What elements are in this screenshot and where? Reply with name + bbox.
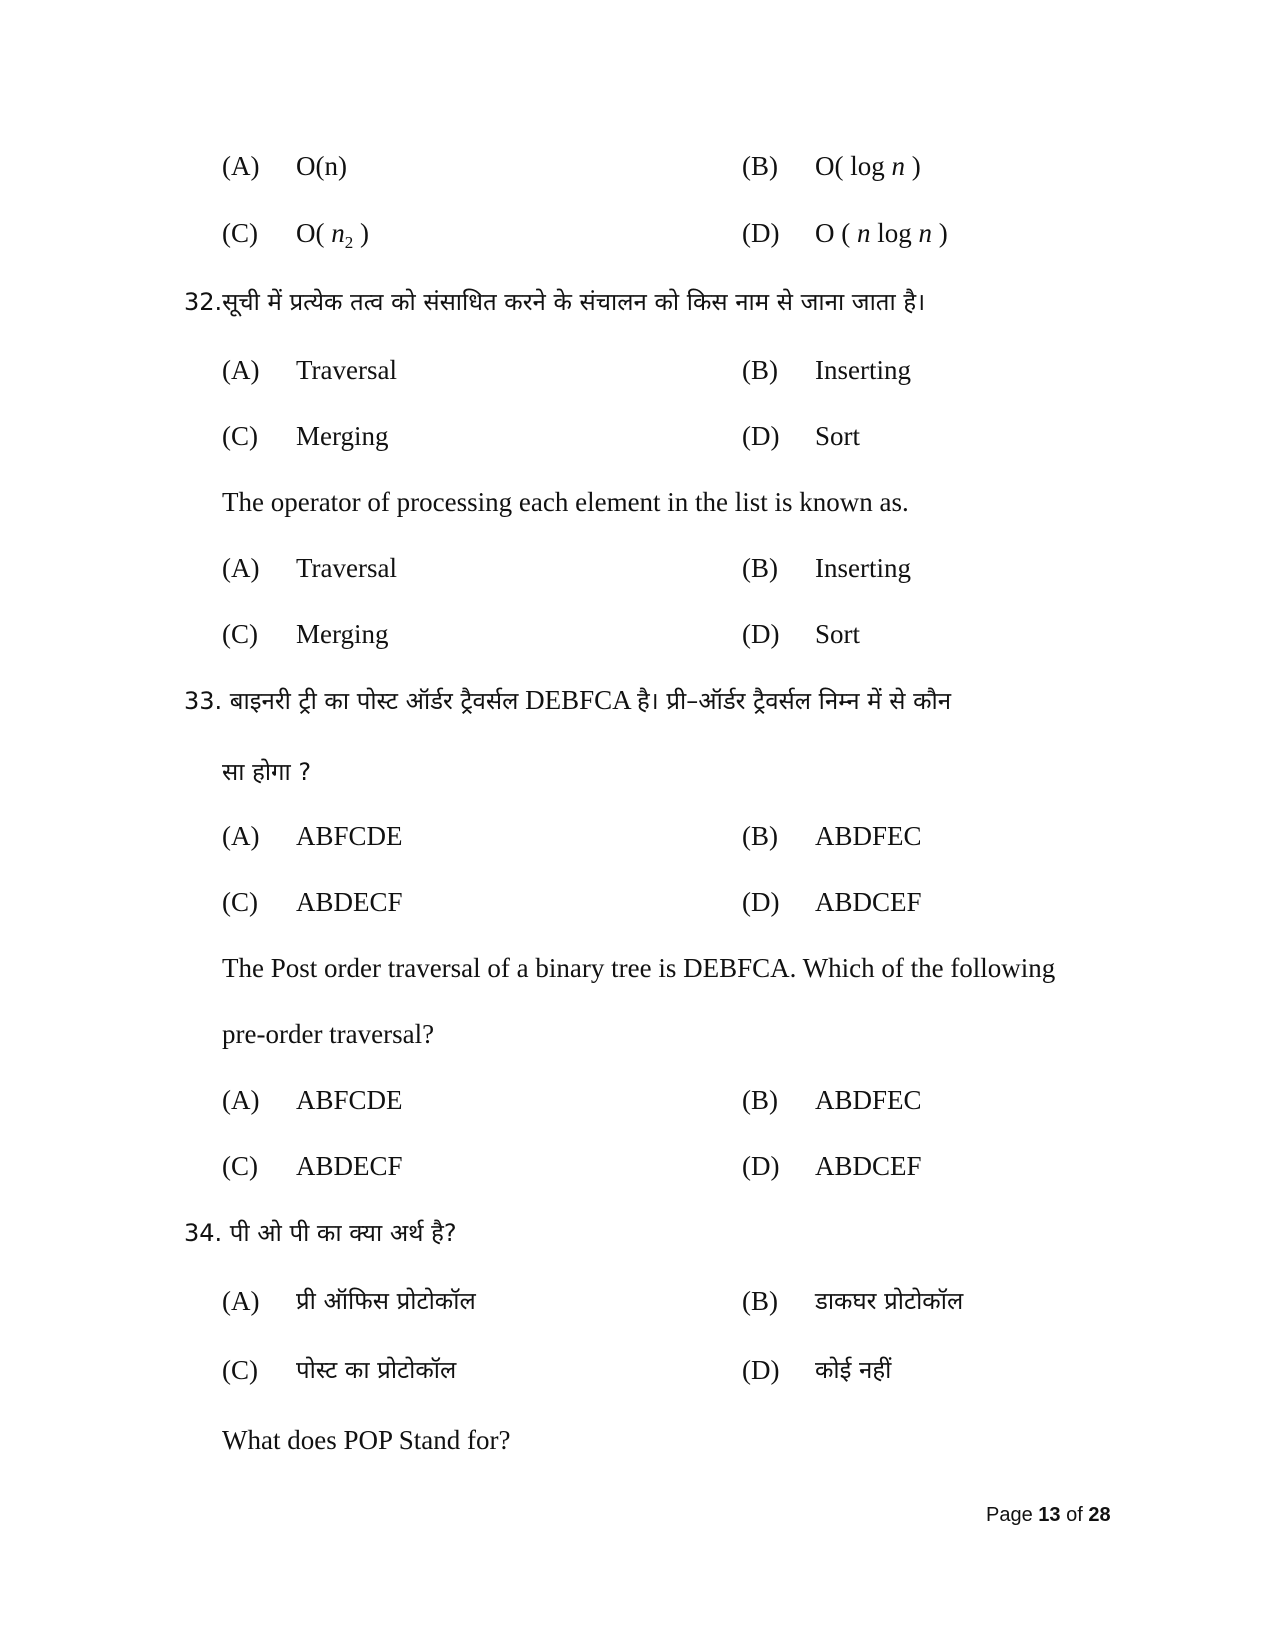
q33-hindi-option-a-text: ABFCDE: [296, 821, 403, 851]
q33-english-option-c-text: ABDECF: [296, 1151, 403, 1181]
q32-hindi-option-a-label: (A): [222, 355, 260, 385]
q34-hindi-option-b-label: (B): [742, 1286, 778, 1316]
q33-hindi-option-b-text: ABDFEC: [815, 821, 922, 851]
q33-hindi-option-c-label: (C): [222, 887, 258, 917]
q31-option-a-text: O(n): [296, 151, 347, 181]
q32-hindi-option-d-text: Sort: [815, 421, 861, 451]
q33-english-option-a-label: (A): [222, 1085, 260, 1115]
q32-hindi-option-b-label: (B): [742, 355, 778, 385]
q33-english-question-line-2: pre-order traversal?: [222, 1019, 435, 1049]
q31-option-d-pre: O (: [815, 218, 851, 248]
q34-hindi-question: [184, 1212, 457, 1253]
q34-hindi-option-d-text: कोई नहीं: [815, 1356, 892, 1384]
q33-english-option-d-text: ABDCEF: [815, 1151, 922, 1181]
q34-hindi-option-b-text: डाकघर प्रोटोकॉल: [815, 1287, 964, 1315]
q32-hindi-question: [184, 281, 925, 322]
q31-option-c-label: (C): [222, 218, 258, 248]
q33-english-option-d-label: (D): [742, 1151, 780, 1181]
q34-hindi-options-row-2: [0, 1350, 1275, 1390]
q33-english-option-b-label: (B): [742, 1085, 778, 1115]
q31-option-c-pre: O(: [296, 218, 325, 248]
q34-hindi-option-a-label: (A): [222, 1286, 260, 1316]
q32-english-option-b-text: Inserting: [815, 553, 911, 583]
footer-page-word: Page: [986, 1504, 1033, 1526]
q34-hindi-option-d-label: (D): [742, 1355, 780, 1385]
q31-option-c-post: ): [353, 218, 369, 248]
q31-option-b-post: ): [905, 151, 921, 181]
q34-hindi-options-row-1: [0, 1281, 1275, 1321]
q31-option-d-post: ): [938, 218, 948, 248]
q32-english-option-c-text: Merging: [296, 619, 389, 649]
q32-hindi-option-c-text: Merging: [296, 421, 389, 451]
q31-option-b-text: [815, 146, 921, 186]
q31-option-b-pre: O( log: [815, 151, 885, 181]
footer-page-current: 13: [1038, 1504, 1061, 1526]
q34-hindi-option-a-text: प्री ऑफिस प्रोटोकॉल: [296, 1287, 476, 1315]
q33-english-question-line-1: The Post order traversal of a binary tree is DEBFCA. Which of the following: [222, 953, 1056, 983]
q32-english-option-a-label: (A): [222, 553, 260, 583]
q33-hindi-option-c-text: ABDECF: [296, 887, 403, 917]
q31-options-row-2: [0, 213, 1275, 253]
q32-english-options-row-1: [0, 548, 1275, 588]
q34-hindi-option-c-text: पोस्ट का प्रोटोकॉल: [296, 1356, 457, 1384]
q31-option-c-sub: 2: [344, 233, 354, 252]
q33-hindi-question-code: DEBFCA: [525, 685, 631, 715]
q33-hindi-question-part2: है। प्री–ऑर्डर ट्रैवर्सल निम्न में से कौन: [636, 687, 952, 715]
q32-english-option-d-label: (D): [742, 619, 780, 649]
q33-english-options-row-1: [0, 1080, 1275, 1120]
q33-english-option-c-label: (C): [222, 1151, 258, 1181]
q32-hindi-option-c-label: (C): [222, 421, 258, 451]
q32-english-option-a-text: Traversal: [296, 553, 397, 583]
q31-option-b-var: n: [891, 151, 905, 181]
q31-option-b-label: (B): [742, 151, 778, 181]
q33-hindi-options-row-2: [0, 882, 1275, 922]
q33-hindi-options-row-1: [0, 816, 1275, 856]
q31-option-d-text: [815, 213, 948, 253]
q32-english-option-b-label: (B): [742, 553, 778, 583]
q33-hindi-option-b-label: (B): [742, 821, 778, 851]
q31-option-a-label: (A): [222, 151, 260, 181]
q31-option-c-text: [296, 213, 369, 263]
q31-option-d-label: (D): [742, 218, 780, 248]
q34-hindi-question-text: 34. पी ओ पी का क्या अर्थ है?: [184, 1219, 457, 1247]
q33-english-option-a-text: ABFCDE: [296, 1085, 403, 1115]
q31-option-d-mid: log: [877, 218, 912, 248]
q31-option-d-var2: n: [918, 218, 933, 248]
q32-hindi-option-d-label: (D): [742, 421, 780, 451]
q32-english-option-d-text: Sort: [815, 619, 861, 649]
q31-option-c-var: n: [331, 218, 345, 248]
q33-hindi-question-line2-text: सा होगा ?: [222, 758, 312, 786]
q32-hindi-options-row-2: [0, 416, 1275, 456]
q33-hindi-question-line-2: [222, 751, 311, 792]
q33-hindi-question-part1: 33. बाइनरी ट्री का पोस्ट ऑर्डर ट्रैवर्सल: [184, 687, 519, 715]
q33-hindi-option-d-text: ABDCEF: [815, 887, 922, 917]
q31-options-row-1: [0, 146, 1275, 186]
q33-hindi-option-d-label: (D): [742, 887, 780, 917]
q32-english-options-row-2: [0, 614, 1275, 654]
q33-english-options-row-2: [0, 1146, 1275, 1186]
q33-hindi-question-line-1: [184, 680, 951, 721]
q34-hindi-option-c-label: (C): [222, 1355, 258, 1385]
q33-hindi-option-a-label: (A): [222, 821, 260, 851]
q32-hindi-options-row-1: [0, 350, 1275, 390]
footer-of-word: of: [1066, 1504, 1083, 1526]
q33-english-option-b-text: ABDFEC: [815, 1085, 922, 1115]
q32-english-question: The operator of processing each element in the list is known as.: [222, 487, 909, 517]
q32-hindi-question-text: 32.सूची में प्रत्येक तत्व को संसाधित करने के संचालन को किस नाम से जाना जाता है।: [184, 288, 926, 316]
footer-page-total: 28: [1088, 1504, 1111, 1526]
q34-english-question: What does POP Stand for?: [222, 1425, 511, 1455]
page-number-footer: [986, 1500, 1111, 1530]
q32-hindi-option-a-text: Traversal: [296, 355, 397, 385]
q31-option-d-var1: n: [857, 218, 871, 248]
q32-english-option-c-label: (C): [222, 619, 258, 649]
q32-hindi-option-b-text: Inserting: [815, 355, 911, 385]
